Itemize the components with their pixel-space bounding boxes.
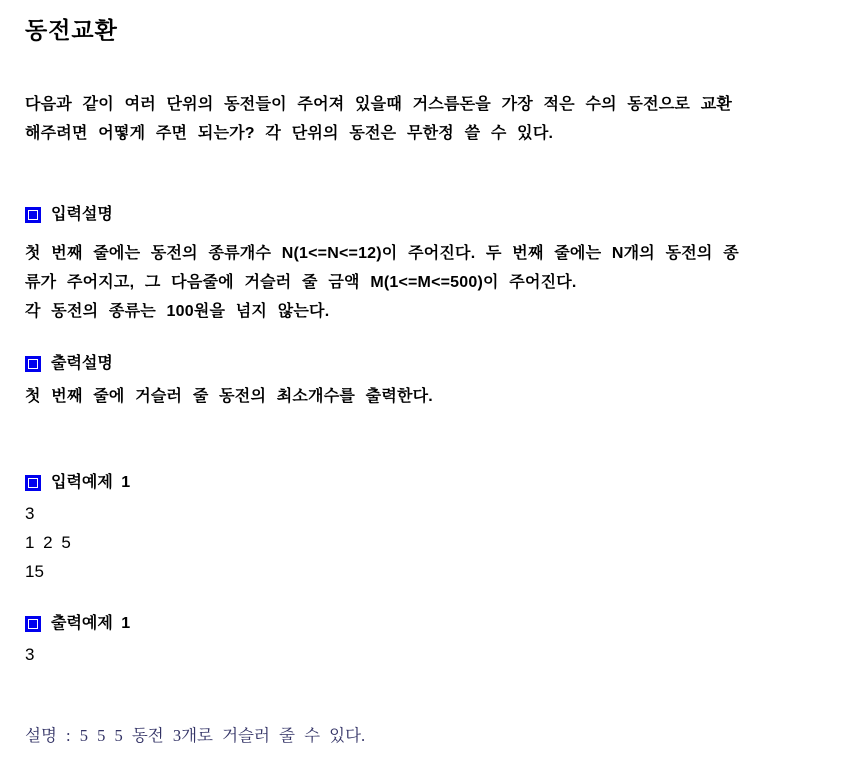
text-line: 첫 번째 줄에 거슬러 줄 동전의 최소개수를 출력한다. bbox=[25, 388, 433, 405]
text-line: 다음과 같이 여러 단위의 동전들이 주어져 있을때 거스름돈을 가장 적은 수의 동전으로 교환 bbox=[25, 96, 733, 113]
section-heading-label: 입력예제 1 bbox=[51, 474, 131, 491]
explanation-note: 설명 : 5 5 5 동전 3개로 거슬러 줄 수 있다. bbox=[25, 726, 366, 745]
sample-value-line: 3 bbox=[25, 645, 35, 664]
intro-paragraph bbox=[25, 90, 845, 148]
section-heading-input-example bbox=[25, 473, 845, 493]
blue-square-fill bbox=[29, 211, 37, 219]
text-line: 해주려면 어떻게 주면 되는가? 각 단위의 동전은 무한정 쓸 수 있다. bbox=[25, 125, 554, 142]
section-heading-input-description bbox=[25, 205, 845, 225]
section-heading-label: 출력예제 1 bbox=[51, 615, 131, 632]
text-line: 각 동전의 종류는 100원을 넘지 않는다. bbox=[25, 303, 330, 320]
blue-square-fill bbox=[29, 360, 37, 368]
blue-square-icon bbox=[25, 207, 41, 223]
input-description-paragraph bbox=[25, 239, 845, 326]
sample-value-line: 15 bbox=[25, 562, 44, 581]
blue-square-icon bbox=[25, 616, 41, 632]
text-line: 첫 번째 줄에는 동전의 종류개수 N(1<=N<=12)이 주어진다. 두 번째 줄에는 N개의 동전의 종 bbox=[25, 245, 739, 262]
section-heading-label: 출력설명 bbox=[51, 355, 113, 372]
sample-value-line: 1 2 5 bbox=[25, 533, 71, 552]
section-heading-output-description bbox=[25, 354, 845, 374]
blue-square-fill bbox=[29, 479, 37, 487]
output-example-values bbox=[25, 640, 845, 669]
sample-value-line: 3 bbox=[25, 504, 35, 523]
text-line: 류가 주어지고, 그 다음줄에 거슬러 줄 금액 M(1<=M<=500)이 주어진다. bbox=[25, 274, 577, 291]
output-description-paragraph bbox=[25, 382, 845, 411]
blue-square-icon bbox=[25, 356, 41, 372]
page-title: 동전교환 bbox=[25, 17, 118, 43]
blue-square-fill bbox=[29, 620, 37, 628]
input-example-values bbox=[25, 499, 845, 586]
blue-square-icon bbox=[25, 475, 41, 491]
section-heading-output-example bbox=[25, 614, 845, 634]
section-heading-label: 입력설명 bbox=[51, 206, 113, 223]
